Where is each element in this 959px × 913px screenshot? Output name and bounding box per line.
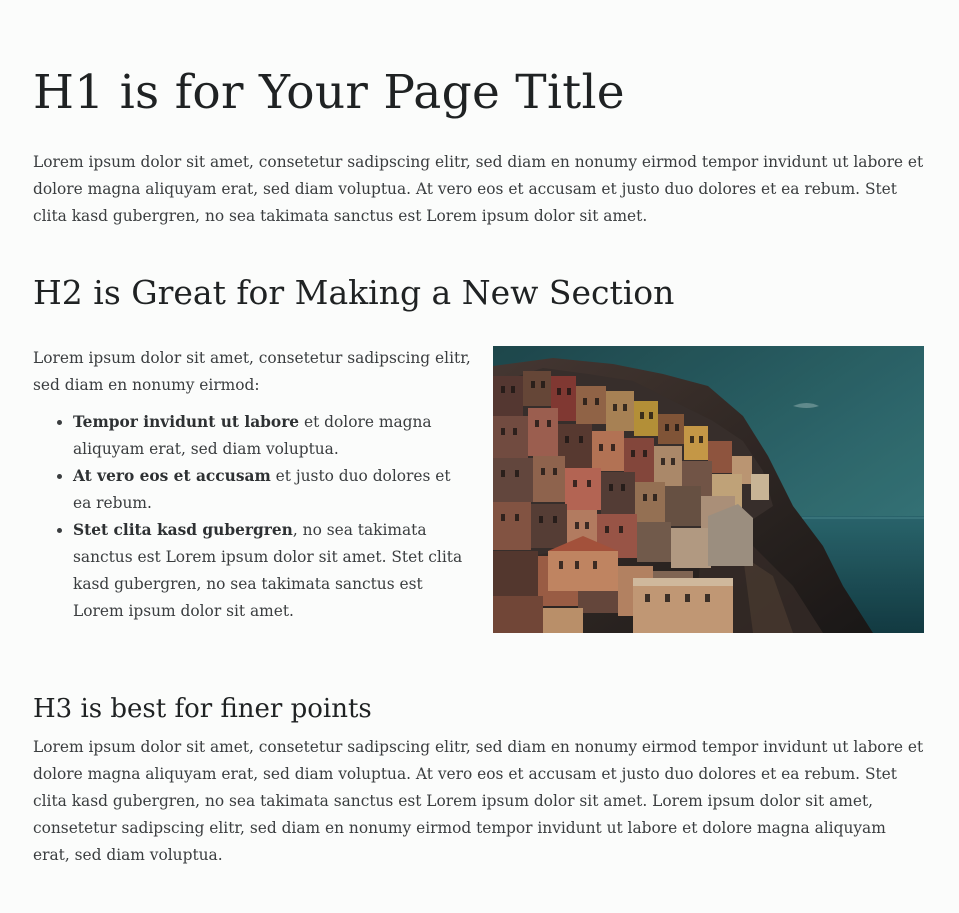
bullet-list — [33, 409, 473, 625]
list-item-bold: Stet clita kasd gubergren — [73, 521, 293, 539]
coastal-village-illustration — [493, 346, 924, 633]
list-item-bold: Tempor invidunt ut labore — [73, 413, 300, 431]
list-item — [73, 463, 473, 517]
page-title: H1 is for Your Page Title — [33, 65, 625, 120]
section-heading: H2 is Great for Making a New Section — [33, 273, 675, 312]
list-item-bold: At vero eos et accusam — [73, 467, 271, 485]
section-text-column — [33, 345, 473, 625]
list-item — [73, 409, 473, 463]
list-item-text: et justo duo dolores et ea rebum. — [73, 467, 451, 512]
section-lead-paragraph: Lorem ipsum dolor sit amet, consetetur sadipscing elitr, sed diam en nonumy eirmod: — [33, 349, 471, 394]
list-item-text: et dolore magna aliquyam erat, sed diam voluptua. — [73, 413, 432, 458]
intro-paragraph: Lorem ipsum dolor sit amet, consetetur sadipscing elitr, sed diam en nonumy eirmod tempor invidunt ut labore et dolore magna aliquyam erat, sed diam voluptua. At vero eos et accusam et justo duo dolores et ea rebum. Stet clita kasd gubergren, no sea takimata sanctus est Lorem ipsum dolor sit amet. — [33, 153, 924, 225]
subsection-heading: H3 is best for finer points — [33, 694, 372, 724]
coastal-village-photo — [493, 346, 924, 633]
list-item-text: , no sea takimata sanctus est Lorem ipsum dolor sit amet. Stet clita kasd gubergren, no sea takimata sanctus est Lorem ipsum dolor sit amet. — [73, 521, 463, 620]
closing-paragraph: Lorem ipsum dolor sit amet, consetetur sadipscing elitr, sed diam en nonumy eirmod tempor invidunt ut labore et dolore magna aliquyam erat, sed diam voluptua. At vero eos et accusam et justo duo dolores et ea rebum. Stet clita kasd gubergren, no sea takimata sanctus est Lorem ipsum dolor sit amet. Lorem ipsum dolor sit amet, consetetur sadipscing elitr, sed diam en nonumy eirmod tempor invidunt ut labore et dolore magna aliquyam erat, sed diam voluptua. — [33, 738, 924, 864]
list-item — [73, 517, 473, 625]
